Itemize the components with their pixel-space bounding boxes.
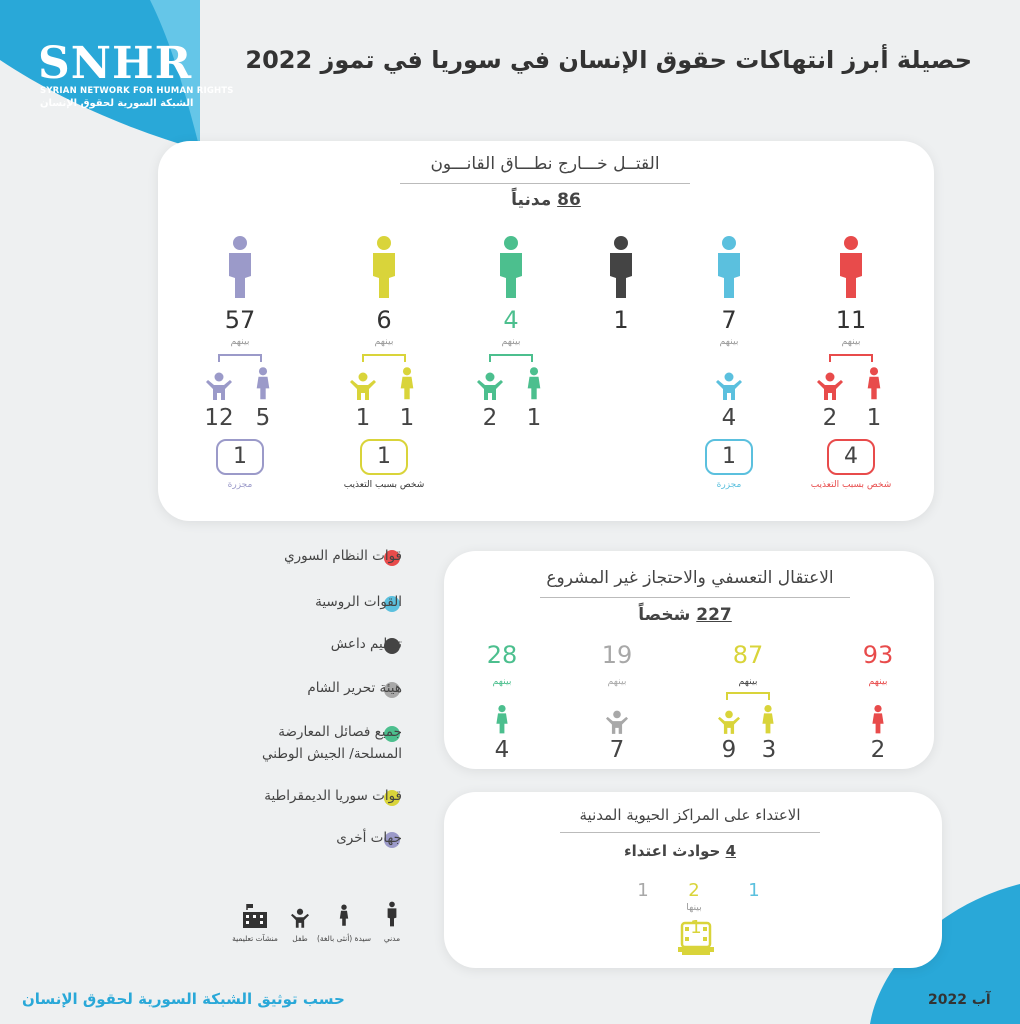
attacks-total-number: 4	[725, 842, 736, 860]
legend-sdf-label: قوات سوريا الديمقراطية	[264, 788, 402, 804]
detention-sdf-women-count: 3	[761, 737, 777, 763]
killing-opposition-among-label: بينهم	[501, 336, 521, 347]
detention-title: الاعتقال التعسفي والاحتجاز غير المشروع	[546, 568, 834, 588]
woman-legend-label: سيدة (أنثى بالغة)	[316, 934, 372, 943]
logo-text: SNHR	[38, 38, 193, 89]
killing-isis-civilian-icon	[606, 236, 636, 298]
detention-sdf-child-icon	[718, 710, 740, 734]
killing-russia-total: 7	[721, 306, 737, 334]
killing-sdf-women-count: 1	[399, 405, 415, 431]
legend-civilian-icon	[386, 900, 398, 928]
legend-child-icon	[291, 908, 309, 928]
killing-russia-box-label: مجزرة	[716, 480, 742, 490]
killing-sdf-total: 6	[376, 306, 392, 334]
killing-russia-children-count: 4	[721, 405, 737, 431]
killing-regime-woman-icon	[865, 366, 883, 400]
detention-hts-child-icon	[606, 710, 628, 734]
killing-sdf-children-count: 1	[355, 405, 371, 431]
killing-sdf-box-label: شخص بسبب التعذيب	[343, 480, 425, 490]
detention-regime-among-label: بينهم	[868, 676, 888, 687]
killing-opposition-civilian-icon	[496, 236, 526, 298]
detention-opposition-women-count: 4	[494, 737, 510, 763]
killing-sdf-bracket	[362, 354, 406, 362]
killing-other-child-icon	[206, 372, 232, 400]
footer-date: آب 2022	[928, 992, 991, 1008]
detention-total	[610, 605, 760, 625]
killing-opposition-children-count: 2	[482, 405, 498, 431]
killing-title-divider	[400, 183, 690, 184]
killing-title: القتــل خـــارج نطـــاق القانـــون	[430, 154, 660, 174]
attacks-russia-value: 1	[748, 880, 760, 901]
school-legend-label: منشآت تعليمية	[232, 934, 278, 943]
child-legend-label: طفل	[292, 934, 308, 943]
detention-hts-among-label: بينهم	[607, 676, 627, 687]
detention-hts-children-count: 7	[609, 737, 625, 763]
detention-sdf-woman-icon	[760, 704, 776, 734]
killing-russia-among-label: بينهم	[719, 336, 739, 347]
legend-opposition-label: جميع فصائل المعارضة	[278, 724, 402, 740]
killing-opposition-child-icon	[477, 372, 503, 400]
killing-russia-civilian-icon	[714, 236, 744, 298]
attacks-title: الاعتداء على المراكز الحيوية المدنية	[579, 806, 801, 824]
logo-english-name: SYRIAN NETWORK FOR HUMAN RIGHTS	[40, 86, 234, 96]
attacks-sdf-value: 2	[688, 880, 700, 901]
killing-sdf-box: 1	[360, 439, 408, 475]
killing-regime-box-label: شخص بسبب التعذيب	[810, 480, 892, 490]
legend-isis-label: تنظيم داعش	[330, 636, 402, 652]
logo-arabic-name: الشبكة السورية لحقوق الإنسان	[40, 98, 194, 109]
killing-other-box: 1	[216, 439, 264, 475]
killing-regime-among-label: بينهم	[841, 336, 861, 347]
killing-total	[476, 190, 616, 210]
legend-school-icon	[241, 902, 269, 930]
civilian-legend-label: مدني	[383, 934, 401, 943]
legend-other-label: جهات أخرى	[336, 830, 402, 846]
legend-opposition-label-2: المسلحة/ الجيش الوطني	[261, 746, 402, 762]
killing-opposition-bracket	[489, 354, 533, 362]
killing-sdf-among-label: بينهم	[374, 336, 394, 347]
legend-regime-label: قوات النظام السوري	[284, 548, 402, 564]
killing-regime-child-icon	[817, 372, 843, 400]
detention-regime-woman-icon	[870, 704, 886, 734]
detention-opposition-among-label: بينهم	[492, 676, 512, 687]
legend-woman-icon	[338, 902, 350, 928]
legend-russia-label: القوات الروسية	[315, 594, 402, 610]
killing-total-label: مدنياً	[511, 190, 552, 210]
attacks-title-divider	[560, 832, 820, 833]
killing-other-total: 57	[224, 306, 256, 334]
killing-regime-women-count: 1	[866, 405, 882, 431]
killing-regime-civilian-icon	[836, 236, 866, 298]
killing-regime-total: 11	[835, 306, 867, 334]
detention-opposition-total: 28	[486, 641, 518, 669]
footer-source: حسب توثيق الشبكة السورية لحقوق الإنسان	[22, 990, 345, 1008]
killing-isis-total: 1	[613, 306, 629, 334]
killing-opposition-total: 4	[503, 306, 519, 334]
killing-opposition-women-count: 1	[526, 405, 542, 431]
legend-hts-label: هيئة تحرير الشام	[307, 680, 402, 696]
killing-other-woman-icon	[254, 366, 272, 400]
detention-hts-total: 19	[601, 641, 633, 669]
killing-regime-box: 4	[827, 439, 875, 475]
detention-total-label: شخصاً	[638, 605, 691, 625]
attacks-hts-value: 1	[637, 880, 649, 901]
detention-sdf-bracket	[726, 692, 770, 700]
killing-other-children-count: 12	[204, 405, 234, 431]
detention-sdf-among-label: بينهم	[738, 676, 758, 687]
detention-sdf-children-count: 9	[721, 737, 737, 763]
attacks-total	[600, 842, 760, 860]
detention-regime-total: 93	[862, 641, 894, 669]
killing-regime-bracket	[829, 354, 873, 362]
detention-title-divider	[540, 597, 850, 598]
killing-other-civilian-icon	[225, 236, 255, 298]
attacks-among-label: بينها	[686, 902, 702, 913]
school-count: 1	[690, 917, 702, 938]
killing-sdf-child-icon	[350, 372, 376, 400]
killing-opposition-woman-icon	[525, 366, 543, 400]
killing-sdf-civilian-icon	[369, 236, 399, 298]
detention-total-number: 227	[696, 605, 732, 625]
attacks-total-label: حوادث اعتداء	[623, 842, 721, 860]
killing-other-box-label: مجزرة	[227, 480, 253, 490]
detention-opposition-woman-icon	[494, 704, 510, 734]
killing-regime-children-count: 2	[822, 405, 838, 431]
killing-other-bracket	[218, 354, 262, 362]
killing-russia-box: 1	[705, 439, 753, 475]
killing-sdf-woman-icon	[398, 366, 416, 400]
killing-other-women-count: 5	[255, 405, 271, 431]
killing-russia-child-icon	[716, 372, 742, 400]
killing-other-among-label: بينهم	[230, 336, 250, 347]
page-title: حصيلة أبرز انتهاكات حقوق الإنسان في سوريا في تموز 2022	[245, 46, 972, 74]
detention-sdf-total: 87	[732, 641, 764, 669]
killing-total-number: 86	[557, 190, 581, 210]
detention-regime-women-count: 2	[870, 737, 886, 763]
